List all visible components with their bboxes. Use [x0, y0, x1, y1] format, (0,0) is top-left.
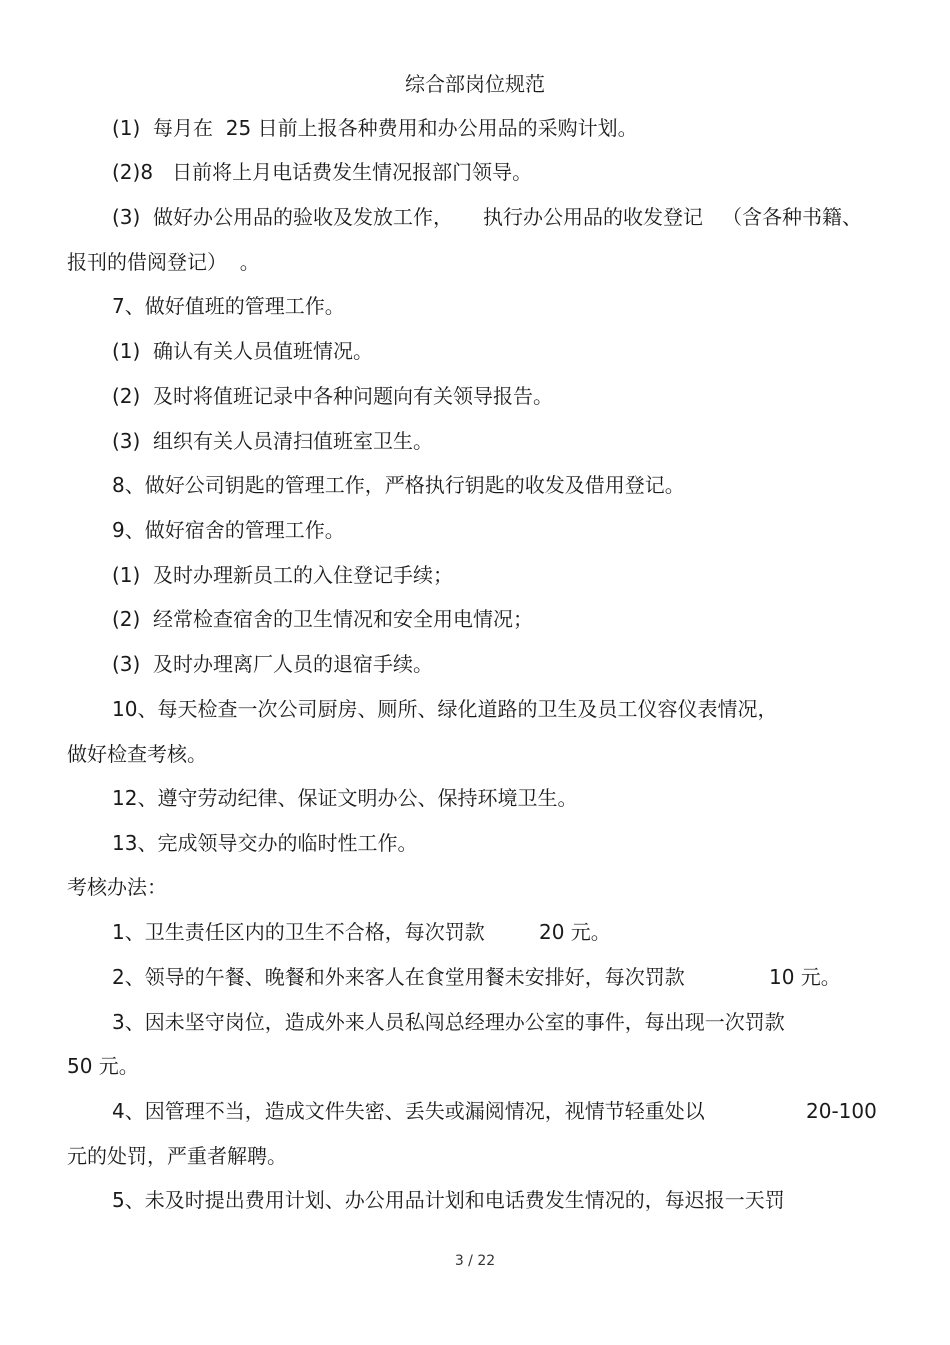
text-line: (1) 确认有关人员值班情况。: [112, 339, 374, 363]
text-line: 10、每天检查一次公司厨房、厕所、绿化道路的卫生及员工仪容仪表情况，: [112, 697, 778, 721]
text-line: 5、未及时提出费用计划、办公用品计划和电话费发生情况的，每迟报一天罚: [112, 1188, 785, 1212]
text-line: 1、卫生责任区内的卫生不合格，每次罚款: [112, 920, 485, 944]
text-line: 2、领导的午餐、晚餐和外来客人在食堂用餐未安排好，每次罚款: [112, 965, 685, 989]
text-line: 做好检查考核。: [67, 742, 207, 766]
text-line-segment: 10 元。: [769, 965, 841, 989]
text-line: (2)8 日前将上月电话费发生情况报部门领导。: [112, 160, 533, 184]
text-line: (1) 每月在 25 日前上报各种费用和办公用品的采购计划。: [112, 116, 638, 140]
text-line: (2) 经常检查宿舍的卫生情况和安全用电情况；: [112, 607, 534, 631]
text-line: 9、做好宿舍的管理工作。: [112, 518, 345, 542]
text-line: 3、因未坚守岗位，造成外来人员私闯总经理办公室的事件，每出现一次罚款: [112, 1010, 785, 1034]
text-line: 元的处罚，严重者解聘。: [67, 1144, 287, 1168]
page-number: 3 / 22: [454, 1253, 496, 1269]
text-line: 12、遵守劳动纪律、保证文明办公、保持环境卫生。: [112, 786, 578, 810]
text-line-segment: 执行办公用品的收发登记: [483, 205, 703, 229]
text-line: 50 元。: [67, 1054, 139, 1078]
text-line: 13、完成领导交办的临时性工作。: [112, 831, 418, 855]
text-line-segment: （含各种书籍、: [722, 205, 862, 229]
text-line-segment: 20-100: [806, 1099, 877, 1123]
text-line: (2) 及时将值班记录中各种问题向有关领导报告。: [112, 384, 554, 408]
text-line: 8、做好公司钥匙的管理工作，严格执行钥匙的收发及借用登记。: [112, 473, 685, 497]
text-line: 报刊的借阅登记） 。: [67, 250, 260, 274]
text-line-segment: 20 元。: [539, 920, 611, 944]
text-line: (3) 做好办公用品的验收及发放工作，: [112, 205, 454, 229]
text-line: 4、因管理不当，造成文件失密、丢失或漏阅情况，视情节轻重处以: [112, 1099, 705, 1123]
text-line: 7、做好值班的管理工作。: [112, 294, 345, 318]
section-heading: 考核办法：: [67, 875, 167, 899]
text-line: (1) 及时办理新员工的入住登记手续；: [112, 563, 454, 587]
text-line: (3) 及时办理离厂人员的退宿手续。: [112, 652, 434, 676]
text-line: (3) 组织有关人员清扫值班室卫生。: [112, 429, 434, 453]
document-title: 综合部岗位规范: [405, 72, 545, 96]
